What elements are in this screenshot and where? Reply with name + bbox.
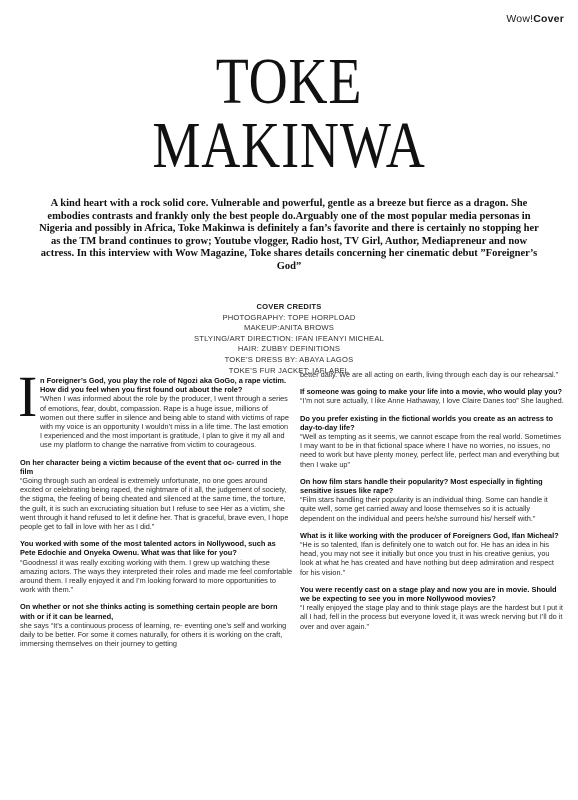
- answer-continued: better daily. We are all acting on earth, living through each day is our rehearsal.”: [300, 370, 559, 379]
- answer: “When I was informed about the role by the producer, I went through a series of emotions, fear, doubt, compassion. Rape is a huge issue, millions of women out there suffer in silence and being able to stand with victims of rape with my voice is an opportunity I wouldn’t miss in a life time. The last emotion I experienced and the most important is gratitude, I plan to give it my all and use my platform to change the narrative from victim to courageous.: [40, 394, 289, 450]
- question: On her character being a victim because of the event that oc- curred in the film: [20, 457, 282, 476]
- question: You worked with some of the most talented actors in Nollywood, such as Pete Edochie and Onyeka Owenu. What was that like for you?: [20, 539, 276, 558]
- answer: “He is so talented, Ifan is definitely one to watch out for. He has an idea in his head, you may not see it initially but once you trust in his creative genius, you look at what he has created and have nothing but deep admiration and respect for his vision.”: [300, 540, 554, 577]
- drop-cap: I: [18, 364, 38, 429]
- question: What is it like working with the producer of Foreigners God, Ifan Micheal?: [300, 530, 559, 540]
- intro-paragraph: A kind heart with a rock solid core. Vulnerable and powerful, gentle as a breeze but fierce as a dragon. She embodies contrasts and frankly only the best people do.Arguably one of the most popular media personas in Nigeria and possibly in Africa, Toke Makinwa is definitely a fan’s favorite and there is certainly no stopping her as the TM brand continues to grow; Youtube vlogger, Radio host, TV Girl, Author, Mediapreneur and now actress. In this interview with Wow Magazine, Toke shares details concerning her cinematic debut ”Foreigner’s God”: [39, 198, 539, 272]
- question: On how film stars handle their popularity? Most especially in fighting sensitive issues like rape?: [300, 476, 543, 496]
- question: n Foreigner’s God, you play the role of Ngozi aka GoGo, a rape victim. How did you feel when you first found out about the role?: [40, 376, 286, 395]
- question: You were recently cast on a stage play and now you are in movie. Should we be expecting to see you in more Nollywood movies?: [300, 584, 557, 604]
- credits-title: COVER CREDITS: [256, 302, 322, 311]
- credit-line: PHOTOGRAPHY: TOPE HORPLOAD: [222, 312, 356, 322]
- qa-block: [20, 602, 292, 648]
- answer: “Well as tempting as it seems, we cannot escape from the real world. Sometimes I may want to be in that fictional space where I have no worries, no issues, no need to work but have plenty money, perfect life, perfect man and everything but then I wake up”: [300, 432, 562, 469]
- answer: she says “It’s a continuous process of learning, re- eventing one’s self and working daily to be better. For some it comes naturally, for others it is working on the craft, immersing themselves on their journey to getting: [20, 620, 287, 649]
- qa-block: [20, 539, 292, 594]
- question: On whether or not she thinks acting is something certain people are born with or if it can be learned,: [20, 602, 278, 621]
- answer: “Going through such an ordeal is extremely unfortunate, no one goes around excited or celebrating being raped, the nightmare of it all, the judgement of society, the stigma, the feeling of being cheated and silenced at the same time, the torture, the guilt, it is such an excruciating situation but I refuse to see Her as a victim, she went through it hand refused to let it define her. That is graceful, brave even, I hope people get to fall in love with her as I did.”: [20, 476, 289, 532]
- credit-line: MAKEUP:ANITA BROWS: [244, 323, 334, 333]
- magazine-name: Wow!: [506, 13, 534, 25]
- cover-credits: [0, 302, 578, 376]
- answer: “Film stars handling their popularity is an individual thing. Some can handle it quite well, some get carried away and loose themselves so it is actually dependent on the individual and peers he/she surround his/ herself with.”: [300, 495, 548, 523]
- headline-line-2: MAKINWA: [152, 109, 426, 182]
- question: If someone was going to make your life into a movie, who would play you?: [300, 387, 562, 397]
- answer: “I’m not sure actually, I like Anne Hathaway, I love Claire Danes too” She laughed.: [300, 396, 564, 406]
- credit-line: TOKE’S FUR JACKET: IAFLABEL: [228, 365, 350, 375]
- qa-block: [20, 458, 292, 532]
- answer: “Goodness! it was really exciting working with them. I grew up watching these amazing actors. The ways they interpreted their roles and made me feel comfortable around them. I really enjoyed it and I’m looking forward to more opportunities to work with them.”: [20, 557, 293, 595]
- qa-block: [300, 585, 564, 631]
- qa-block: [300, 387, 564, 405]
- credit-line: STLYING/ART DIRECTION: IFAN IFEANYI MICHEAL: [193, 333, 385, 343]
- headline-line-1: TOKE: [215, 45, 363, 118]
- qa-block: [300, 414, 564, 469]
- section-tag: [506, 13, 564, 25]
- credit-line: HAIR: ZUBBY DEFINITIONS: [237, 344, 341, 354]
- answer: “I really enjoyed the stage play and to think stage plays are the hardest but I put it all I had, fell in the process but everyone loved it, it was wreck nerving but I’ll do it over and over again.”: [300, 603, 563, 631]
- qa-block: [300, 531, 564, 577]
- credit-line: TOKE’S DRESS BY: ABAYA LAGOS: [224, 354, 354, 364]
- section-name: Cover: [533, 13, 564, 25]
- qa-block: [300, 370, 564, 379]
- article-column-right: [300, 370, 564, 639]
- question: Do you prefer existing in the fictional worlds you create as an actress to day-to-day life?: [300, 413, 553, 432]
- headline: [52, 45, 526, 182]
- qa-block: [300, 477, 564, 523]
